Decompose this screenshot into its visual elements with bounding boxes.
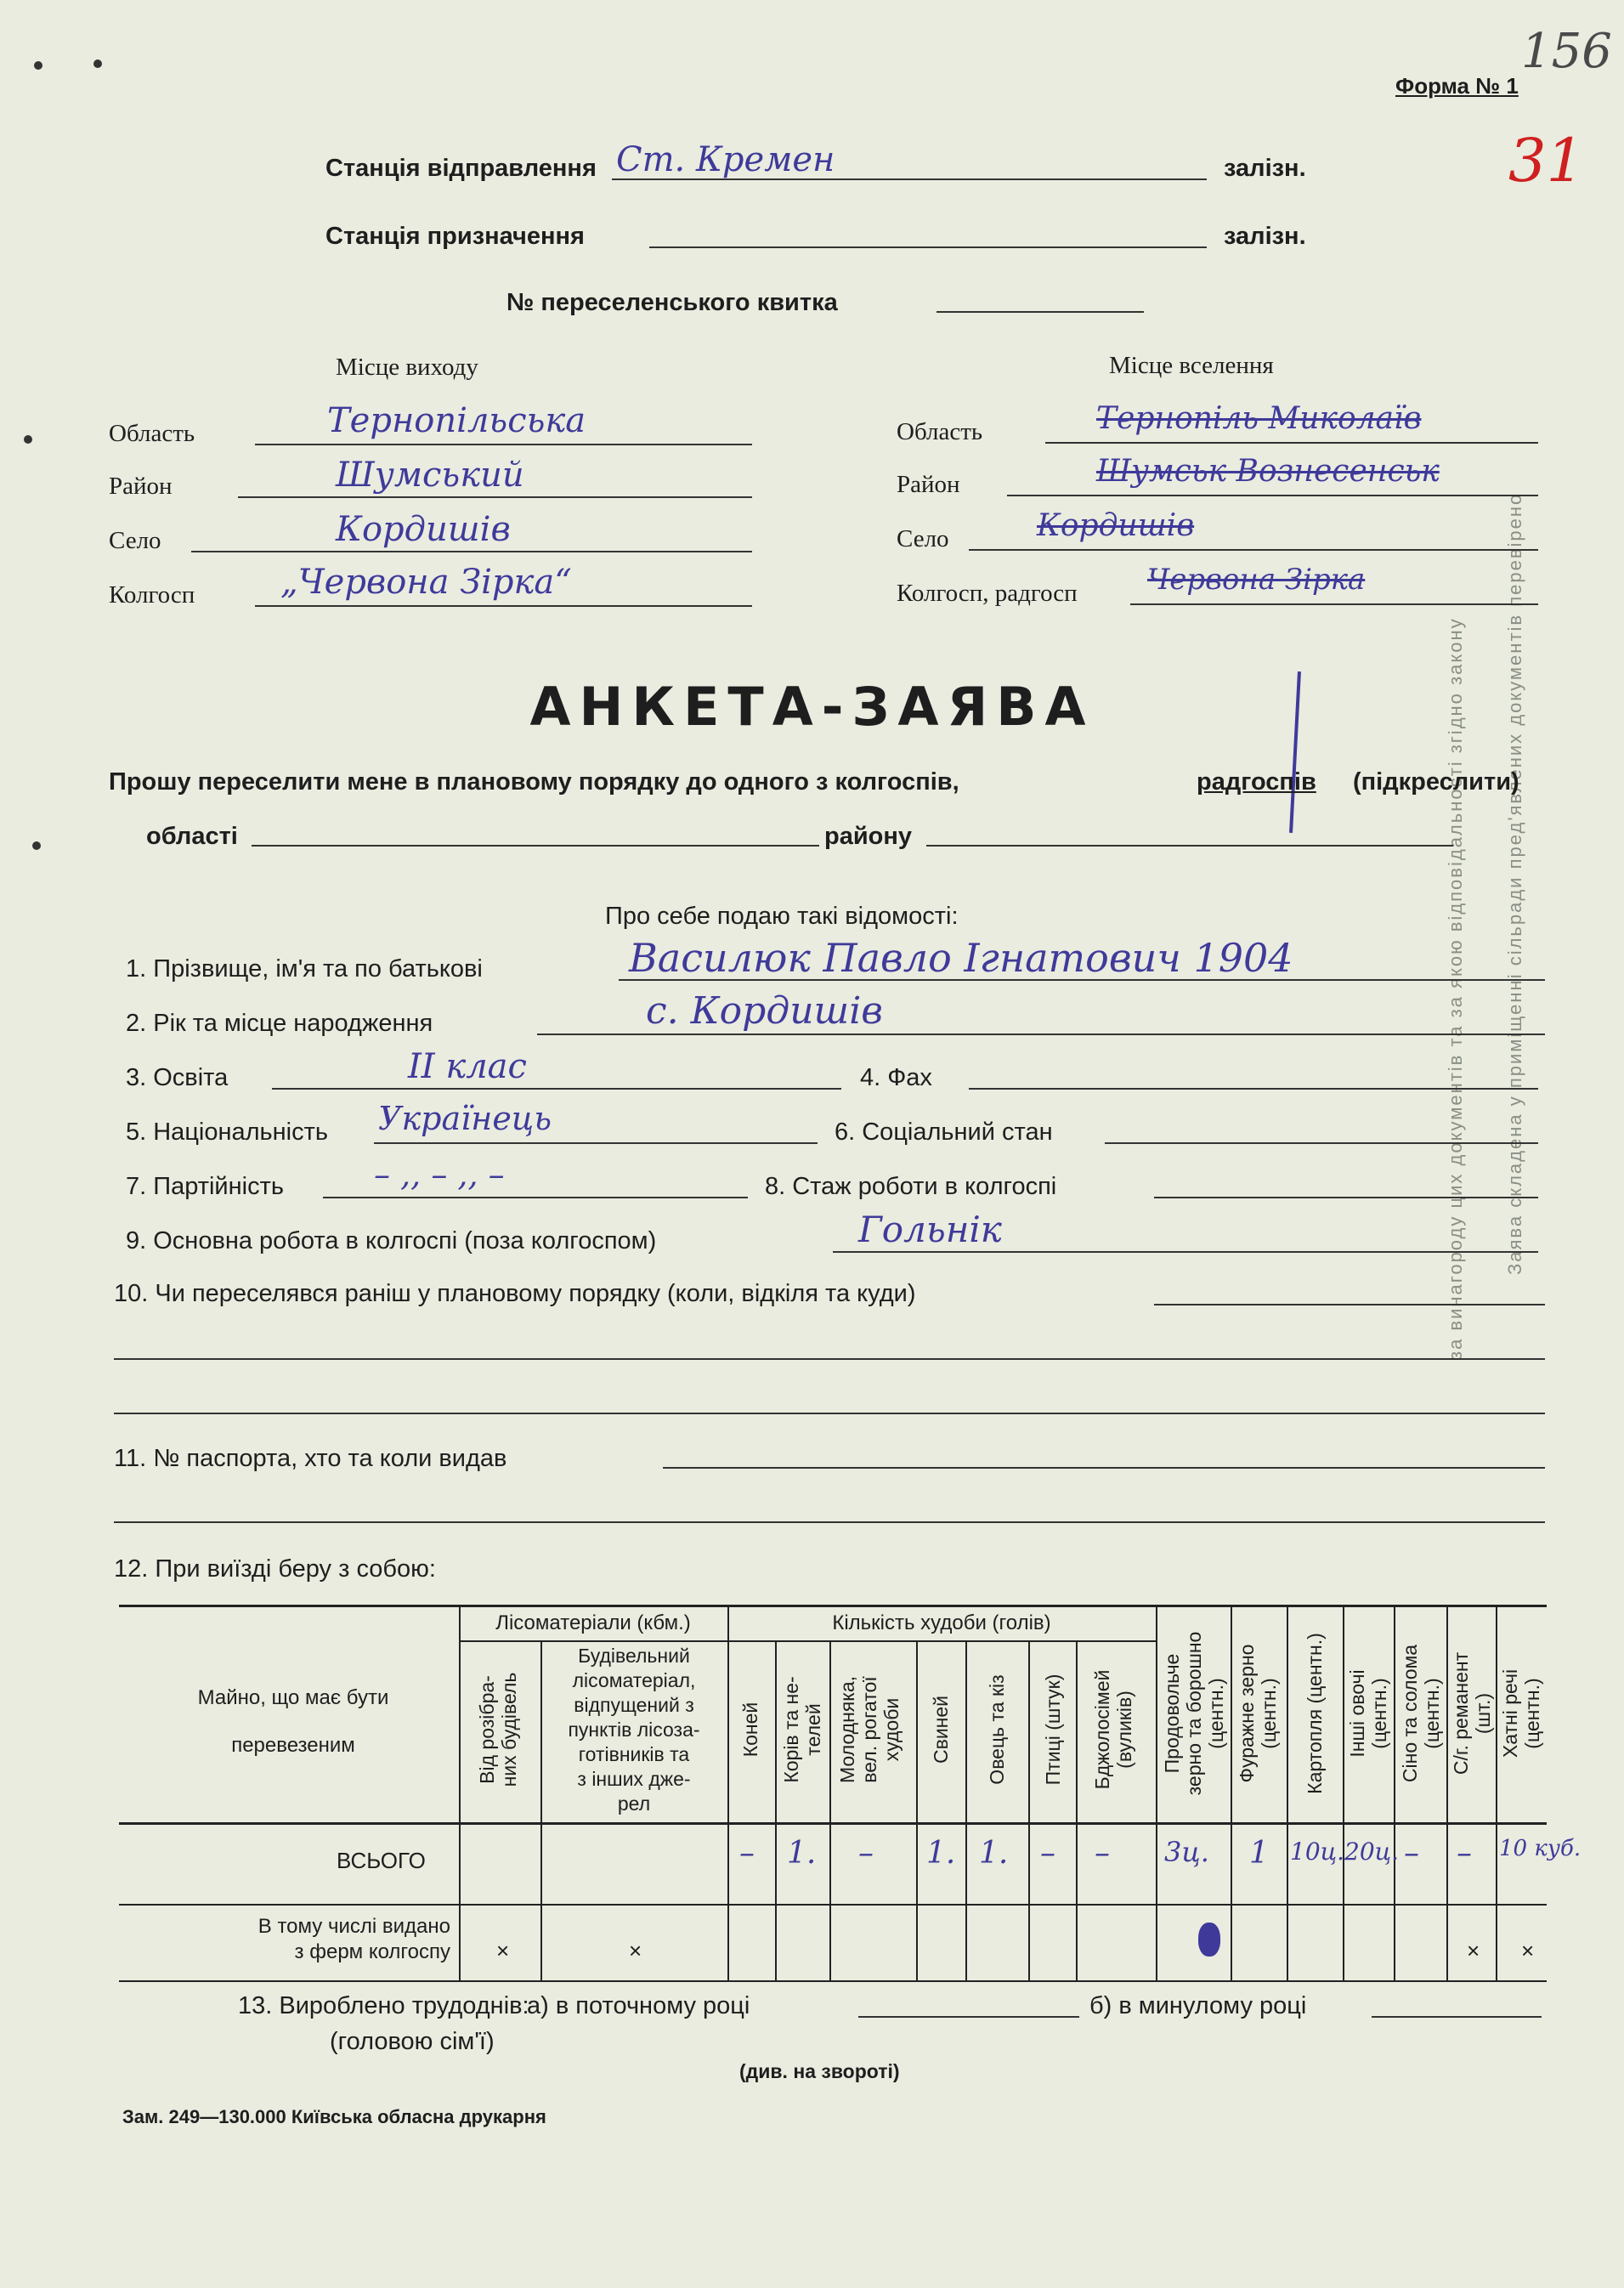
col-header-tools: С/г. реманент (шт.) [1450, 1651, 1494, 1775]
col-header-building-material-line: пунктів лісоза- [568, 1719, 700, 1741]
request-underline-hint: (підкреслити) [1353, 768, 1519, 796]
field-party-label: 7. Партійність [126, 1173, 284, 1200]
row-label-farm-line: з ферм колгоспу [294, 1940, 450, 1963]
field-work-line [833, 1251, 1538, 1253]
field-profession-line [969, 1088, 1538, 1090]
field-birth-line [537, 1034, 1545, 1035]
printer-imprint: Зам. 249—130.000 Київська обласна друкарня [122, 2106, 546, 2127]
table-rule [1446, 1605, 1448, 1980]
col-header-food-grain: Продовольче зерно та борошно (центн.) [1161, 1631, 1227, 1796]
destination-oblast-line [1045, 442, 1538, 444]
field-birth-value: с. Кордишів [646, 989, 883, 1033]
table-rule [775, 1640, 777, 1980]
group-header-livestock: Кількість худоби (голів) [832, 1611, 1051, 1634]
field-passport-label: 11. № паспорта, хто та коли видав [114, 1445, 507, 1472]
total-sheep: 1. [979, 1836, 1009, 1871]
table-rule [1287, 1605, 1288, 1980]
field-party-line [323, 1197, 748, 1198]
col-header-sheep: Овець та кіз [986, 1674, 1008, 1785]
total-vegetables: 20ц. [1344, 1838, 1400, 1866]
request-radgosp: радгоспів [1197, 768, 1316, 796]
col-header-property-line: перевезеним [231, 1734, 355, 1757]
field-work-value: Гольнік [858, 1209, 1002, 1250]
field-work-label: 9. Основна робота в колгоспі (поза колгоспом) [126, 1227, 657, 1254]
total-fodder: 1 [1249, 1836, 1269, 1871]
total-food-grain: 3ц. [1164, 1836, 1209, 1868]
railway-suffix: залізн. [1224, 155, 1306, 182]
request-oblast-label: області [146, 823, 238, 850]
col-header-hay: Сіно та солома (центн.) [1399, 1644, 1443, 1783]
request-raion-label: району [824, 823, 913, 850]
destination-selo-label: Село [897, 525, 949, 552]
field-education-label: 3. Освіта [126, 1064, 229, 1091]
destination-raion-label: Район [897, 471, 960, 498]
table-rule [1231, 1605, 1232, 1980]
workdays-previous-label: б) в минулому році [1089, 1992, 1307, 2019]
destination-raion-value: Шумськ Вознесенськ [1096, 454, 1440, 489]
archive-number-pencil: 156 [1521, 24, 1612, 79]
field-party-value: – ,, – ,, – [374, 1156, 505, 1193]
destination-kolhosp-line [1130, 603, 1538, 605]
col-header-property-line: Майно, що має бути [197, 1686, 389, 1709]
table-rule [727, 1605, 729, 1980]
workdays-current-label: а) в поточному році [527, 1992, 750, 2019]
total-household: 10 куб. [1499, 1836, 1582, 1861]
table-rule [119, 1904, 1547, 1906]
col-header-fodder: Фуражне зерно (центн.) [1236, 1644, 1280, 1783]
table-rule [829, 1640, 831, 1980]
x-mark: × [1467, 1938, 1480, 1963]
x-mark: × [1521, 1938, 1535, 1963]
col-header-building-material-line: готівників та [578, 1743, 690, 1765]
col-header-building-material-line: відпущений з [574, 1694, 694, 1716]
table-rule [1028, 1640, 1030, 1980]
table-rule [119, 1605, 1547, 1607]
field-seniority-label: 8. Стаж роботи в колгоспі [765, 1173, 1057, 1200]
info-intro: Про себе подаю такі відомості: [605, 903, 959, 930]
row-label-farm [153, 1914, 450, 1965]
ticket-number-label: № переселенського квитка [506, 289, 838, 316]
col-header-vegetables: Інші овочі (центн.) [1346, 1669, 1390, 1758]
origin-heading: Місце виходу [336, 354, 478, 381]
col-header-poultry: Птиці (штук) [1042, 1674, 1064, 1786]
total-bees: – [1095, 1836, 1110, 1871]
col-header-cows: Корів та не- телей [780, 1676, 824, 1783]
form-number: Форма № 1 [1395, 73, 1519, 99]
origin-kolhosp-label: Колгосп [109, 581, 195, 609]
col-header-horses: Коней [739, 1702, 761, 1758]
field-nationality-value: Українець [378, 1100, 552, 1137]
workdays-sub-label: (головою сім'ї) [330, 2028, 495, 2055]
origin-oblast-line [255, 444, 752, 445]
total-poultry: – [1040, 1836, 1055, 1871]
total-horses: – [739, 1836, 755, 1871]
table-rule [1076, 1640, 1078, 1980]
col-header-pigs: Свиней [930, 1695, 952, 1764]
field-social-label: 6. Соціальний стан [835, 1119, 1053, 1146]
col-header-dismantled: Від розібра- них будівель [476, 1672, 520, 1787]
see-back-note: (див. на звороті) [739, 2060, 900, 2082]
col-header-building-material [542, 1644, 726, 1816]
destination-kolhosp-label: Колгосп, радгосп [897, 580, 1078, 607]
x-mark: × [496, 1938, 510, 1963]
field-previous-move-label: 10. Чи переселявся раніш у плановому порядку (коли, відкіля та куди) [114, 1280, 916, 1307]
field-birth-label: 2. Рік та місце народження [126, 1010, 433, 1037]
punch-mark [34, 61, 42, 70]
destination-selo-value: Кордишів [1037, 508, 1195, 543]
total-pigs: 1. [926, 1836, 956, 1871]
table-rule [119, 1980, 1547, 1982]
ink-blot [1198, 1923, 1220, 1957]
field-education-line [272, 1088, 841, 1090]
field-name-value: Василюк Павло Ігнатович 1904 [629, 935, 1293, 981]
field-previous-move-line [1154, 1304, 1545, 1305]
origin-raion-line [238, 496, 752, 498]
field-profession-label: 4. Фах [860, 1064, 932, 1091]
total-hay: – [1404, 1836, 1419, 1871]
col-header-young-cattle: Молодняка, вел. рогатої худоби [836, 1676, 903, 1783]
col-header-building-material-line: з інших дже- [577, 1768, 691, 1790]
group-header-timber: Лісоматеріали (кбм.) [495, 1611, 691, 1634]
field-nationality-line [374, 1142, 818, 1144]
punch-mark [93, 59, 102, 68]
destination-heading: Місце вселення [1109, 352, 1274, 379]
x-mark: × [629, 1938, 642, 1963]
field-education-value: II клас [408, 1047, 527, 1086]
field-seniority-line [1154, 1197, 1538, 1198]
origin-oblast-label: Область [109, 420, 195, 447]
destination-kolhosp-value: Червона Зірка [1147, 563, 1366, 597]
punch-mark [32, 841, 41, 850]
field-passport-line-2 [114, 1521, 1545, 1523]
field-nationality-label: 5. Національність [126, 1119, 329, 1146]
field-previous-move-line-3 [114, 1413, 1545, 1414]
table-rule [916, 1640, 918, 1980]
row-label-total: ВСЬОГО [337, 1848, 426, 1873]
archive-number-red: 31 [1508, 126, 1585, 195]
origin-kolhosp-line [255, 605, 752, 607]
bleed-through-text: Заява складена у приміщенні сільради пред'явлених документів перевірено [1504, 492, 1525, 1275]
origin-selo-value: Кордишів [336, 510, 511, 549]
table-rule [965, 1640, 967, 1980]
origin-oblast-value: Тернопільська [327, 401, 586, 440]
field-name-label: 1. Прізвище, ім'я та по батькові [126, 955, 483, 983]
bleed-through-text: за винагороду цих документів та за якою відповідальності згідно закону [1445, 617, 1466, 1360]
col-header-building-material-line: лісоматеріал, [572, 1669, 696, 1691]
destination-station-label: Станція призначення [325, 223, 585, 250]
destination-oblast-value: Тернопіль Миколаїв [1096, 401, 1422, 436]
table-rule [119, 1822, 1547, 1825]
origin-kolhosp-value: „Червона Зірка“ [280, 563, 572, 602]
workdays-label: 13. Вироблено трудоднів: [238, 1992, 529, 2019]
total-cows: 1. [787, 1836, 817, 1871]
row-label-farm-line: В тому числі видано [257, 1915, 450, 1938]
table-rule [1343, 1605, 1344, 1980]
destination-selo-line [969, 549, 1538, 551]
punch-mark [24, 435, 32, 444]
origin-raion-value: Шумський [336, 456, 524, 495]
total-tools: – [1457, 1836, 1472, 1871]
railway-suffix: залізн. [1224, 223, 1306, 250]
field-take-along-label: 12. При виїзді беру з собою: [114, 1555, 436, 1583]
request-oblast-line [252, 845, 819, 847]
col-header-property [136, 1674, 450, 1770]
workdays-current-line [858, 2016, 1079, 2018]
field-passport-line [663, 1467, 1545, 1469]
col-header-potato: Картопля (центн.) [1304, 1633, 1326, 1794]
request-raion-line [926, 845, 1453, 847]
table-rule [1496, 1605, 1497, 1980]
field-social-line [1105, 1142, 1538, 1144]
origin-selo-label: Село [109, 527, 161, 554]
departure-station-value: Ст. Кремен [616, 140, 835, 179]
table-rule [459, 1640, 1156, 1642]
table-rule [1156, 1605, 1157, 1980]
departure-station-label: Станція відправлення [325, 155, 597, 182]
request-line: Прошу переселити мене в плановому порядку до одного з колгоспів, [109, 768, 959, 796]
table-rule [459, 1605, 461, 1980]
origin-selo-line [191, 551, 752, 552]
field-previous-move-line-2 [114, 1358, 1545, 1360]
col-header-building-material-line: рел [617, 1792, 651, 1815]
ticket-number-line [936, 311, 1144, 313]
destination-station-line [649, 246, 1207, 248]
destination-raion-line [1007, 495, 1538, 496]
form-title: АНКЕТА-ЗАЯВА [529, 676, 1095, 738]
total-potato: 10ц. [1290, 1838, 1345, 1866]
col-header-household: Хатні речі (центн.) [1499, 1668, 1543, 1758]
col-header-building-material-line: Будівельний [578, 1645, 690, 1667]
col-header-bees: Бджолосімей (вуликів) [1091, 1669, 1135, 1790]
total-young-cattle: – [858, 1836, 874, 1871]
destination-oblast-label: Область [897, 418, 983, 445]
workdays-previous-line [1372, 2016, 1542, 2018]
origin-raion-label: Район [109, 473, 173, 500]
table-rule [1394, 1605, 1395, 1980]
